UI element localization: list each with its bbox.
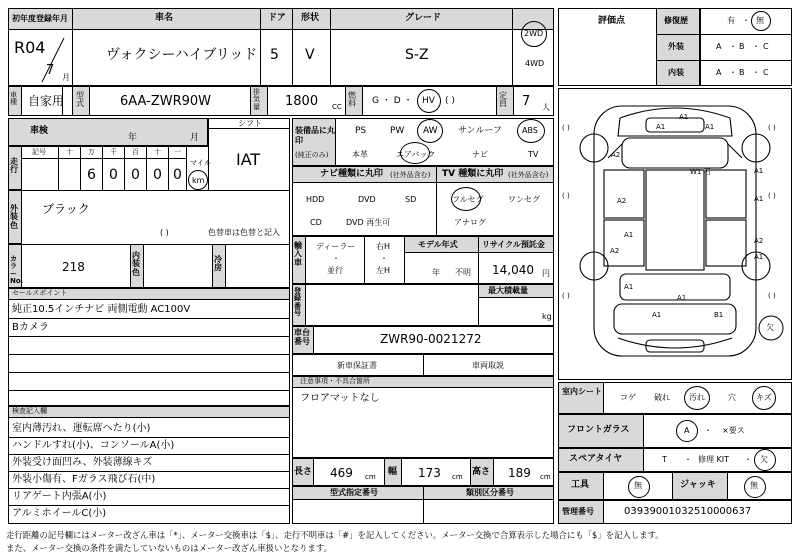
mark-13: A1 (652, 311, 662, 319)
drive-4wd: 4WD (525, 59, 545, 68)
mark-8: A1 (624, 231, 634, 239)
windshield-replace: ×要ス (722, 426, 745, 435)
car-diagram (558, 88, 792, 380)
svg-text:( ): ( ) (768, 124, 776, 132)
exterior-color-paren: ( ) (160, 228, 169, 237)
navi-note: (社外品含む) (390, 171, 431, 179)
recycle-label: リサイクル預託金 (482, 240, 545, 249)
designation-label: 型式指定番号 (330, 488, 378, 497)
digit-2: 0 (109, 167, 118, 183)
digit-label-5: 一 (174, 148, 181, 156)
spare-dot2: ・ (744, 455, 752, 464)
body-shape: V (305, 47, 315, 63)
model-year-unit: 年 (432, 268, 440, 277)
model-year-label: モデル年式 (418, 240, 458, 249)
navi-cd: CD (310, 218, 322, 227)
repair-label: 修復歴 (664, 16, 688, 25)
shape-label: 形状 (301, 13, 320, 23)
inspection-label: 車検 (30, 126, 49, 136)
km-unit: km (192, 176, 205, 185)
windshield-a: A (684, 426, 690, 435)
mark-12: A1 (677, 294, 687, 302)
cc-unit: CC (332, 103, 342, 111)
digit-label-4: 十 (154, 148, 161, 156)
navi-dvd: DVD (358, 195, 376, 204)
ext-grade-b: B (739, 42, 745, 51)
height-value: 189 (508, 466, 531, 480)
equipment-note: (純正のみ) (295, 151, 329, 159)
spare-kit: 修理 KIT (698, 455, 730, 464)
seat-tear: 破れ (654, 393, 670, 402)
interior-color-label: 内装色 (132, 251, 140, 277)
mark-6: A1 (754, 195, 764, 203)
import-left: 左H (376, 266, 391, 275)
drive-2wd: 2WD (524, 29, 544, 38)
equip-pw: PW (390, 126, 405, 136)
grade-value: S-Z (405, 47, 429, 63)
exterior-color-note: 色替車は色替と記入 (208, 228, 280, 237)
navi-dvd-play: DVD 再生可 (346, 218, 391, 227)
ac-label: 冷房 (214, 255, 222, 273)
warranty-manual: 車両取説 (472, 361, 504, 370)
import-dot: ・ (332, 254, 340, 263)
height-label: 高さ (472, 467, 491, 477)
digit-5: 0 (173, 167, 182, 183)
sales-point-item-0: 純正10.5インチナビ 両側電動 AC100V (12, 304, 191, 315)
mark-15: W1 石 (690, 168, 711, 176)
inspection-year-unit: 年 (128, 133, 138, 143)
capacity-unit: 人 (542, 103, 550, 112)
sales-points-label: セールスポイント (12, 289, 68, 297)
repair-yes: 有 (727, 16, 735, 25)
displacement-label: 排気量 (253, 88, 260, 111)
svg-text:( ): ( ) (768, 192, 776, 200)
digit-1: 6 (87, 167, 96, 183)
exterior-color-value: ブラック (42, 202, 90, 216)
inspector-item-2: 外装受け面凹み、外装薄線キズ (12, 457, 153, 468)
footer-line-1: 走行距離の記号欄にはメーター改ざん車は「*」、メーター交換車は「$」、走行不明車は「#」を記入してください。メーター交換で合算表示した場合にも「$」を記入します。 (6, 530, 664, 540)
import-dot-2: ・ (380, 254, 388, 263)
import-label: 輸入車 (294, 241, 302, 267)
svg-text:( ): ( ) (562, 192, 570, 200)
exterior-color-label: 外装色 (10, 204, 18, 230)
fuel-options: G ・ D ・ (372, 96, 413, 106)
mark-4: A2 (617, 197, 627, 205)
mark-5: A1 (754, 167, 764, 175)
notes-label: 注意事項・不具合箇所 (300, 377, 370, 385)
seat-hole: 穴 (728, 393, 736, 402)
navi-label: ナビ種類に丸印 (320, 169, 384, 179)
door-label: ドア (268, 13, 286, 23)
equip-aw: AW (423, 126, 438, 136)
color-no-value: 218 (62, 260, 85, 274)
svg-text:( ): ( ) (562, 292, 570, 300)
evaluation-label: 評価点 (598, 16, 626, 26)
length-value: 469 (330, 466, 353, 480)
spare-tire-label: スペアタイヤ (569, 454, 623, 464)
mark-7: A2 (610, 247, 620, 255)
door-count: 5 (270, 47, 279, 63)
equip-navi: ナビ (472, 150, 488, 159)
mark-9: A2 (754, 237, 764, 245)
mark-1: A1 (656, 123, 666, 131)
navi-hdd: HDD (306, 195, 325, 204)
interior-grade-label: 内装 (668, 68, 684, 77)
equip-abs: ABS (522, 126, 538, 135)
fuel-label: 燃料 (348, 91, 356, 109)
tv-oneseg: ワンセグ (508, 195, 540, 204)
import-right: 右H (376, 242, 391, 251)
displacement-value: 1800 (285, 94, 319, 109)
capacity-label: 定員 (499, 91, 507, 109)
jack-label: ジャッキ (680, 480, 716, 490)
mark-11: A1 (624, 283, 634, 291)
height-cm: cm (540, 473, 551, 481)
digit-label-1: 万 (88, 148, 95, 156)
fuel-hv: HV (422, 96, 435, 106)
inspector-item-3: 外装小傷有、Fガラス飛び石(中) (12, 474, 156, 485)
ext-grade-dot1: ・ (729, 42, 737, 51)
equip-tv: TV (528, 150, 539, 159)
seat-stain: 汚れ (689, 393, 705, 402)
car-type-label: 車種 (10, 91, 17, 107)
svg-text:( ): ( ) (768, 292, 776, 300)
inspector-item-4: リアゲート内張A(小) (12, 491, 107, 502)
grade-label: グレード (405, 13, 442, 23)
car-name: ヴォクシーハイブリッド (106, 47, 258, 63)
tv-analog: アナログ (454, 218, 486, 227)
svg-text:( ): ( ) (562, 124, 570, 132)
mark-2: A1 (705, 123, 715, 131)
int-grade-a: A (716, 68, 722, 77)
spare-dot1: ・ (684, 455, 692, 464)
exterior-grade-label: 外装 (668, 42, 684, 51)
import-dealer: ディーラー (316, 242, 356, 251)
shift-label: シフト (238, 119, 262, 128)
mark-10: A1 (754, 253, 764, 261)
ext-grade-dot2: ・ (752, 42, 760, 51)
spare-missing: 欠 (760, 455, 768, 464)
recycle-yen: 円 (542, 269, 550, 278)
digit-label-2: 千 (110, 148, 117, 156)
tools-value: 無 (634, 481, 642, 490)
mgmt-label: 管理番号 (562, 507, 594, 516)
mgmt-value: 03939001032510000637 (624, 506, 752, 517)
chassis-value: ZWR90-0021272 (380, 332, 482, 346)
inspector-item-1: ハンドルすれ(小)、コンソールA(小) (12, 440, 175, 451)
width-label: 幅 (388, 467, 398, 477)
int-grade-dot1: ・ (729, 68, 737, 77)
jack-value: 無 (750, 481, 758, 490)
equip-leather: 本革 (352, 150, 368, 159)
first-reg-year: R04 (14, 38, 46, 57)
inspector-label: 検査記入欄 (12, 407, 47, 415)
int-grade-c: C (763, 68, 769, 77)
color-no-label: カラーNo. (10, 255, 24, 286)
model-year-unknown: 不明 (455, 268, 471, 277)
mark-3: A2 (611, 151, 621, 159)
ext-grade-c: C (763, 42, 769, 51)
fuel-paren: ( ) (445, 96, 455, 106)
mark-14: B1 (714, 311, 724, 319)
windshield-label: フロントガラス (567, 425, 630, 435)
import-parallel: 並行 (327, 266, 343, 275)
spare-t: T (662, 455, 667, 464)
sign-label: 記号 (32, 148, 46, 156)
inspection-month-unit: 月 (190, 133, 200, 143)
equip-ps: PS (355, 126, 367, 136)
repair-none: 無 (756, 16, 764, 25)
inspector-item-5: アルミホイールC(小) (12, 508, 107, 519)
max-load-kg: kg (542, 312, 552, 321)
category-label: 類別区分番号 (466, 488, 514, 497)
tv-fullseg: フルセグ (452, 195, 484, 204)
digit-label-0: 十 (66, 148, 73, 156)
warranty-new: 新車保証書 (337, 361, 377, 370)
first-reg-label: 初年度登録年月 (12, 14, 68, 23)
seat-scratch: キズ (756, 393, 772, 402)
width-value: 173 (418, 466, 441, 480)
notes-value: フロアマットなし (300, 393, 380, 404)
length-cm: cm (365, 473, 376, 481)
sales-point-item-1: Bカメラ (12, 322, 49, 333)
footer-line-2: また、メーター交換の条件を満たしていないものはメーター改ざん車扱いとなります。 (6, 543, 332, 553)
equip-sunroof: サンルーフ (458, 126, 502, 136)
capacity-value: 7 (522, 94, 531, 109)
tv-note: (社外品含む) (508, 171, 549, 179)
reg-no-label: 登録番号 (294, 287, 301, 318)
shift-value: IAT (236, 150, 261, 169)
mileage-label: 走行 (10, 157, 18, 175)
width-cm: cm (452, 473, 463, 481)
max-load-label: 最大積載量 (488, 286, 528, 295)
model-value: 6AA-ZWR90W (120, 94, 212, 109)
ext-grade-a: A (716, 42, 722, 51)
windshield-dot: ・ (704, 426, 712, 435)
car-name-label: 車名 (155, 13, 174, 23)
digit-4: 0 (153, 167, 162, 183)
mark-16: 欠 (766, 323, 774, 332)
equipment-label: 装備品に丸印 (295, 126, 335, 145)
int-grade-dot2: ・ (752, 68, 760, 77)
mile-label: マイル (190, 159, 211, 167)
mark-0: A1 (679, 113, 689, 121)
equip-airbag: エアバック (396, 150, 436, 159)
navi-sd: SD (405, 195, 417, 204)
tv-label: TV 種類に丸印 (442, 169, 504, 179)
digit-label-3: 百 (132, 148, 139, 156)
recycle-value: 14,040 (492, 263, 534, 277)
seat-burn: コゲ (620, 393, 636, 402)
chassis-label: 車台番号 (294, 328, 310, 346)
length-label: 長さ (294, 467, 313, 477)
seat-label: 室内シート (562, 387, 602, 396)
car-type-value: 自家用 (28, 94, 65, 108)
digit-3: 0 (131, 167, 140, 183)
model-label: 型式 (76, 91, 84, 109)
repair-dot: ・ (742, 16, 750, 25)
int-grade-b: B (739, 68, 745, 77)
inspector-item-0: 室内薄汚れ、運転席へたり(小) (12, 423, 151, 434)
month-unit: 月 (62, 73, 70, 82)
tools-label: 工具 (571, 480, 590, 490)
first-reg-month: 7 (46, 63, 55, 78)
